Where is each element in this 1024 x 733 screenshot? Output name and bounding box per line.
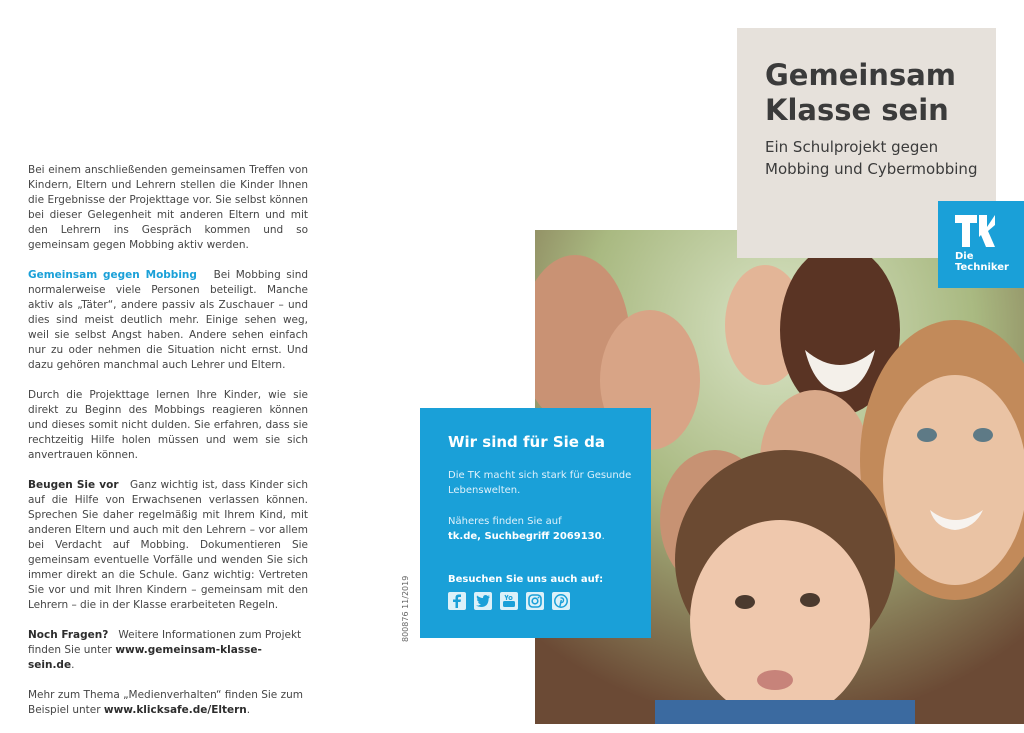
logo-brand-line2: Techniker	[955, 262, 1009, 273]
tk-mark-icon	[955, 215, 995, 247]
paragraph-medienverhalten	[28, 688, 308, 718]
print-code-text: 800876 11/2019	[401, 575, 410, 642]
page-title: Gemeinsam Klasse sein	[765, 58, 956, 127]
paragraph-gemeinsam-text: Bei Mobbing sind normalerweise viele Personen beteiligt. Manche aktiv als „Täter“, andere passiv als Zuschauer – und dies sind meist deutlich mehr. Einige sehen weg, weil sie selbst Angst haben. Andere sehen einfach nur zu oder nehmen die Situation nicht ernst. Und dazu gehören manchmal auch Lehrer und Eltern.	[28, 269, 309, 371]
social-label: Besuchen Sie uns auch auf:	[448, 574, 604, 585]
print-code-vertical	[401, 575, 411, 722]
contact-panel	[420, 408, 651, 638]
contact-sep: ,	[477, 531, 485, 542]
link-tk-de[interactable]: tk.de	[448, 531, 478, 542]
punctuation: .	[601, 531, 605, 542]
logo-brand-text	[955, 251, 1009, 273]
paragraph-fragen-text: Weitere Informationen zum Projekt finden Sie unter	[28, 629, 302, 656]
contact-info-prefix: Näheres finden Sie auf	[448, 516, 562, 527]
paragraph-projekttage: Durch die Projekttage lernen Ihre Kinder, wie sie direkt zu Beginn des Mobbings reagieren können und dieses somit nicht dulden. Sie erfahren, dass sie rechtzeitig Hilfe holen müssen und wem sie sich anvertrauen können.	[28, 389, 308, 461]
tk-logo	[938, 201, 1024, 288]
instagram-icon[interactable]	[526, 592, 544, 610]
facebook-icon[interactable]	[448, 592, 466, 610]
heading-beugen-sie-vor: Beugen Sie vor	[28, 479, 119, 491]
youtube-icon[interactable]	[500, 592, 518, 610]
paragraph-meeting: Bei einem anschließenden gemeinsamen Treffen von Kindern, Eltern und Lehrern stellen die Kinder Ihnen die Ergebnisse der Projekttage vor. Sie selbst können bei dieser Gelegenheit mit anderen Eltern und mit den Lehrern ins Gespräch kommen und so gemeinsam gegen Mobbing aktiv werden.	[28, 164, 308, 251]
search-code: Suchbegriff 2069130	[484, 531, 602, 542]
link-gemeinsam-klasse-sein[interactable]: www.gemeinsam-klasse-sein.de	[28, 644, 262, 671]
paragraph-beugen	[28, 478, 308, 613]
pinterest-icon[interactable]	[552, 592, 570, 610]
left-text-column	[28, 163, 308, 733]
twitter-icon[interactable]	[474, 592, 492, 610]
paragraph-medien-text: Mehr zum Thema „Medienverhalten“ finden Sie zum Beispiel unter	[28, 689, 303, 716]
link-klicksafe[interactable]: www.klicksafe.de/Eltern	[103, 704, 247, 716]
social-icons	[448, 592, 570, 610]
page-subtitle: Ein Schulprojekt gegen Mobbing und Cybermobbing	[765, 138, 978, 178]
punctuation: .	[246, 704, 251, 716]
contact-info	[448, 514, 643, 544]
paragraph-beugen-text: Ganz wichtig ist, dass Kinder sich auf die Hilfe von Erwachsenen verlassen können. Sprechen Sie daher regelmäßig mit Ihrem Kind, mit anderen Eltern und auch mit den Lehrern – vor allem bei Verdacht auf Mobbing. Dokumentieren Sie gemeinsam eventuelle Vorfälle und wenden Sie sich immer direkt an die Schule. Ganz wichtig: Vertreten Sie vor und mit Ihren Kindern – gemeinsam mit den Lehrern – die in der Klasse erarbeiteten Regeln.	[28, 479, 308, 611]
heading-gemeinsam-gegen-mobbing: Gemeinsam gegen Mobbing	[28, 269, 197, 281]
heading-noch-fragen: Noch Fragen?	[28, 629, 109, 641]
contact-heading: Wir sind für Sie da	[448, 433, 606, 451]
paragraph-fragen	[28, 628, 308, 673]
paragraph-gemeinsam	[28, 268, 308, 373]
contact-text: Die TK macht sich stark für Gesunde Lebenswelten.	[448, 470, 632, 496]
logo-brand-line1: Die	[955, 251, 974, 262]
punctuation: .	[71, 659, 75, 671]
